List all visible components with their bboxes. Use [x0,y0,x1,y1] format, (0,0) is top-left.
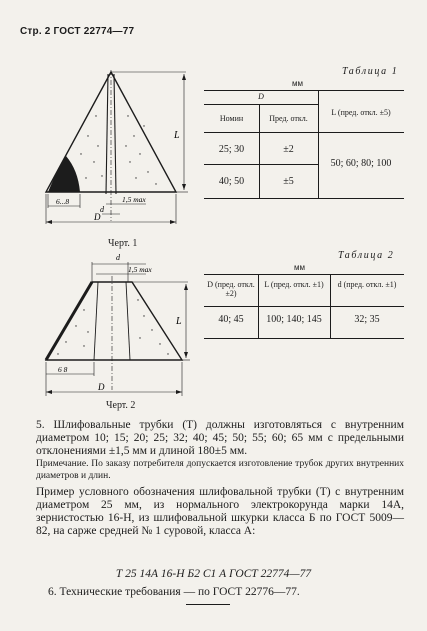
end-rule [186,604,230,605]
table-2 [204,274,404,338]
fig1-D-label: D [94,212,101,222]
table-1-col-L: L (пред. откл. ±5) [331,108,391,117]
table-2-cell-L: 100; 140; 145 [266,314,322,325]
example-paragraph: Пример условного обозначения шлифовальной трубки (Т) с внутренним диаметром 25 мм, из нормального электрокорунда марки 14А, зернистостью 16-Н, из шлифовальной шкурки класса Б по ГОСТ 5009—82, на саржe средней № 1 суровой, класса А: [36,486,404,537]
fig2-D-label: D [98,382,105,392]
table-1-col-nomin: Номин [219,114,244,123]
table-1-L-value: 50; 60; 80; 100 [330,158,392,169]
designation: Т 25 14А 16-Н Б2 С1 А ГОСТ 22774—77 [115,568,312,580]
table-1-row-2-tol: ±5 [283,176,294,187]
table-1-row-1-tol: ±2 [283,144,294,155]
table-2-col-D: D (пред. откл. ±2) [207,280,255,298]
table-1-row-2-nomin: 40; 50 [218,176,245,187]
table-2-cell-d: 32; 35 [354,314,380,325]
table-2-col-d: d (пред. откл. ±1) [337,280,397,289]
page-header: Стр. 2 ГОСТ 22774—77 [20,26,135,37]
fig1-d-label: d [100,205,104,214]
figure-2-drawing [36,250,196,400]
fig2-range-label: 6 8 [58,365,68,374]
table-1-units: мм [292,79,303,88]
fig1-range-label: 6...8 [56,197,70,206]
figure-2-caption: Черт. 2 [106,400,136,411]
table-2-cell-D: 40; 45 [218,314,244,325]
fig2-L-label: L [176,316,182,327]
table-1-col-tol: Пред. откл. [269,114,308,123]
table-2-units: мм [294,263,305,272]
table-1-title: Таблица 1 [342,66,399,77]
fig1-L-label: L [174,130,180,141]
table-1-group-header: D [258,92,264,101]
table-2-title: Таблица 2 [338,250,395,261]
fig2-d-label: d [116,253,120,262]
fig2-dim-top: 1,5 max [128,265,152,274]
table-1-row-1-nomin: 25; 30 [218,144,245,155]
note: Примечание. По заказу потребителя допускается изготовление трубок других внутренних диаметров и длин. [36,459,404,481]
fig2-outline [46,282,182,360]
figure-1-caption: Черт. 1 [108,238,138,249]
fig1-dim-bottom: 1,5 max [122,195,146,204]
figure-1-drawing [36,66,196,236]
paragraph-5: 5. Шлифовальные трубки (Т) должны изготовляться с внутренним диаметром 10; 15; 20; 25; 32; 40; 45; 50; 55; 60; 65 мм с предельными отклонениями ±1,5 мм и длиной 180±5 мм. [36,419,404,457]
paragraph-6: 6. Технические требования — по ГОСТ 22776—77. [48,586,300,598]
table-2-col-L: L (пред. откл. ±1) [264,280,324,289]
table-1 [204,90,404,198]
